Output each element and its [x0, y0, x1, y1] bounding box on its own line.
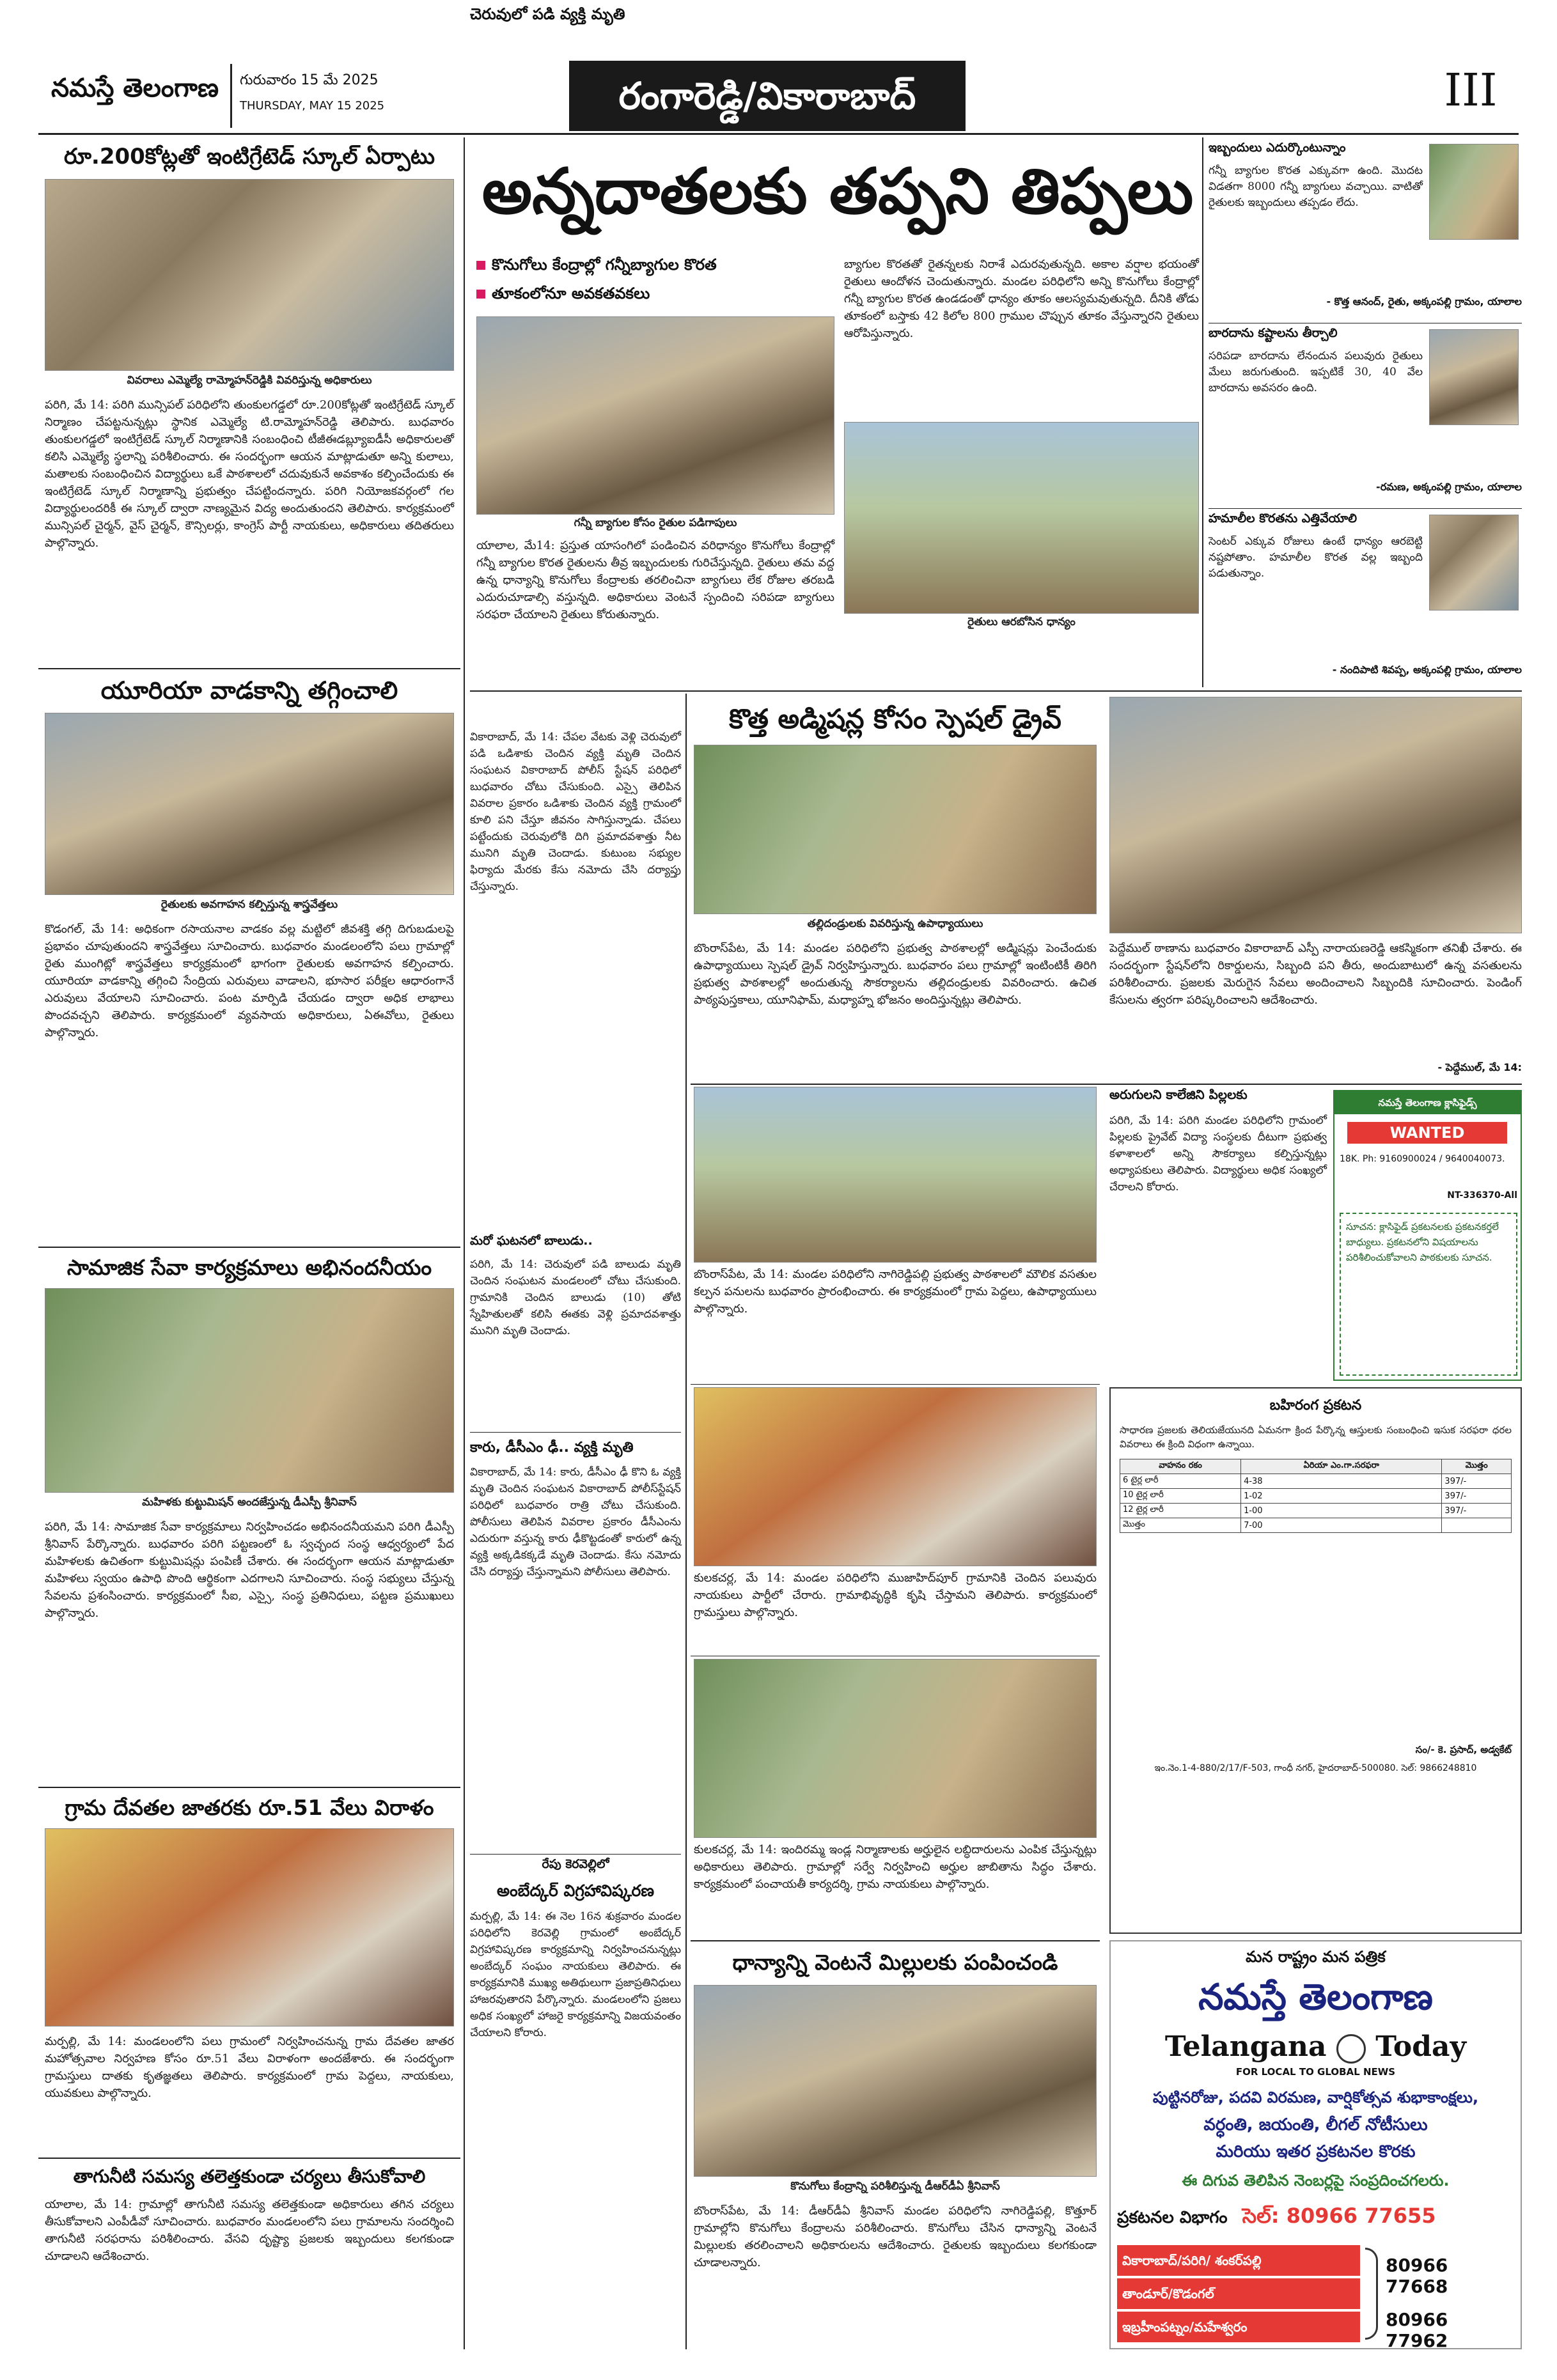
table-cell: 397/- — [1442, 1474, 1512, 1489]
photo-jatara — [45, 1828, 454, 2026]
caption-admissions: తల్లిదండ్రులకు వివరిస్తున్న ఉపాధ్యాయులు — [807, 917, 983, 930]
body-houses: కులకచర్ల, మే 14: ఇందిరమ్మ ఇండ్ల నిర్మాణాలకు అర్హులైన లబ్ధిదారులను ఎంపిక చేస్తున్నట్లు అధికారులు తెలిపారు. గ్రామాల్లో సర్వే నిర్వహించి అర్హుల జాబితాను సిద్ధం చేశారు. కార్యక్రమంలో పంచాయతీ కార్యదర్శి, గ్రామ నాయకులు పాల్గొన్నారు. — [694, 1843, 1097, 1891]
quote-photo-2 — [1429, 329, 1519, 425]
caption-grain: కొనుగోలు కేంద్రాన్ని పరిశీలిస్తున్న డీఆర్‌డీఏ శ్రీనివాస్ — [790, 2180, 1000, 2193]
ad-brand-english-1: Telangana — [1164, 2030, 1327, 2063]
notice-col-1: వాహనం రకం — [1120, 1459, 1241, 1474]
photo-school — [45, 179, 454, 371]
divider — [691, 1384, 1100, 1385]
photo-admissions — [694, 745, 1097, 914]
lead-bullet-2 — [476, 284, 834, 310]
quote-box-3 — [1209, 511, 1522, 687]
classified-header: నమస్తే తెలంగాణ క్లాసిఫైడ్స్ — [1334, 1091, 1521, 1114]
table-cell: 397/- — [1442, 1489, 1512, 1504]
logo-icon — [1336, 2034, 1366, 2064]
divider — [38, 1247, 460, 1248]
classified-code: NT-336370-All — [1447, 1190, 1517, 1201]
headline-urea: యూరియా వాడకాన్ని తగ్గించాలి — [100, 676, 398, 704]
body-accident-sub: పరిగి, మే 14: చెరువులో పడి బాలుడు మృతి చెందిన సంఘటన మండలంలో చోటు చేసుకుంది. గ్రామానికి చెందిన బాలుడు (10) తోటి స్నేహితులతో కలిసి ఈతకు వెళ్లి ప్రమాదవశాత్తు మునిగి మృతి చెందాడు. — [470, 1258, 681, 1337]
lead-bullet-1-text: కొనుగోలు కేంద్రాల్లో గన్నీబ్యాగుల కొరత — [492, 256, 717, 274]
ad-dept: ప్రకటనల విభాగం — [1117, 2208, 1228, 2227]
body-works: బొంరాస్‌పేట, మే 14: మండల పరిధిలోని నాగిరెడ్డిపల్లి ప్రభుత్వ పాఠశాలలో మౌలిక వసతుల కల్పన పనులను బుధవారం ప్రారంభించారు. ఈ కార్యక్రమంలో గ్రామ పెద్దలు, ఉపాధ్యాయులు పాల్గొన్నారు. — [694, 1268, 1097, 1316]
ad-region-1: వికారాబాద్/పరిగి/ శంకర్‌పల్లి — [1117, 2245, 1360, 2276]
headline-admissions: కొత్త అడ్మిషన్ల కోసం స్పెషల్ డ్రైవ్ — [729, 703, 1061, 735]
ad-brand-telugu: నమస్తే తెలంగాణ — [1198, 1977, 1433, 2018]
ad-occasions-3: మరియు ఇతర ప్రకటనల కొరకు — [1216, 2142, 1416, 2161]
quote-title-3: హమాలీల కొరతను ఎత్తివేయాలి — [1209, 511, 1357, 525]
body-car: వికారాబాద్, మే 14: కారు, డీసీఎం ఢీ కొని ఓ వ్యక్తి మృతి చెందిన సంఘటన వికారాబాద్ పోలీస్‌స్టేషన్ పరిధిలో బుధవారం రాత్రి చోటు చేసుకుంది. పోలీసులు తెలిపిన వివరాల ప్రకారం డీసీఎంను ఎదురుగా వస్తున్న కారు ఢీకొట్టడంతో కారులో ఉన్న వ్యక్తి అక్కడికక్కడే మృతి చెందాడు. కేసు నమోదు చేసి దర్యాప్తు చేస్తున్నామని పోలీసులు తెలిపారు. — [470, 1466, 681, 1578]
headline-water: తాగునీటి సమస్య తలెత్తకుండా చర్యలు తీసుకోవాలి — [73, 2166, 426, 2187]
column-rule — [1202, 137, 1203, 687]
masthead-rule — [38, 133, 1519, 135]
classified-text: 18K. Ph: 9160900024 / 9640040073. — [1340, 1154, 1505, 1164]
notice-col-2: ఏరియా ఎం.గా.సరఫరా — [1241, 1459, 1442, 1474]
ad-occasions: పుట్టినరోజు, పదవి విరమణ, వార్షికోత్సవ శుభాకాంక్షలు, — [1152, 2088, 1479, 2106]
table-cell: 1-02 — [1241, 1489, 1442, 1504]
ad-region-3: ఇబ్రహీంపట్నం/మహేశ్వరం — [1117, 2312, 1360, 2342]
quote-sig-1: - కొత్త ఆనంద్, రైతు, అక్కంపల్లి గ్రామం, యాలాల — [1326, 295, 1522, 307]
notice-table — [1120, 1459, 1512, 1533]
body-police: పెద్దేముల్ ఠాణాను బుధవారం వికారాబాద్ ఎస్పీ నారాయణరెడ్డి ఆకస్మికంగా తనిఖీ చేశారు. ఈ సందర్భంగా స్టేషన్‌లోని రికార్డులను, సిబ్బంది పని తీరు, అందుబాటులో ఉన్న వసతులను పరిశీలించారు. ప్రజలకు మెరుగైన సేవలు అందించాలని సిబ్బందికి సూచించారు. పెండింగ్ కేసులను త్వరగా పరిష్కరించాలని ఆదేశించారు. — [1109, 942, 1522, 1007]
quote-sig-2: -రమణ, అక్కంపల్లి గ్రామం, యాలాల — [1376, 481, 1522, 493]
table-cell: 12 టైర్ల లారీ — [1120, 1504, 1241, 1518]
column-rule — [464, 137, 465, 2349]
quote-title-2: బారదాను కష్టాలను తీర్చాలి — [1209, 326, 1338, 340]
column-rule — [685, 694, 687, 2349]
quote-photo-1 — [1429, 144, 1519, 240]
quote-text-2: సరిపడా బారదాను లేనందున పలువురు రైతులు మేలు జరుగుతుంది. ఇప్పటికే 30, 40 వేల బారదాను అవసరం ఉంది. — [1209, 350, 1423, 394]
table-row — [1120, 1504, 1512, 1518]
caption-school: వివరాలు ఎమ్మెల్యే రామ్మోహన్‌రెడ్డికి వివరిస్తున్న అధికారులు — [127, 374, 372, 387]
table-row — [1120, 1474, 1512, 1489]
lead-bottom-rule — [470, 690, 1522, 692]
quote-text-1: గన్నీ బ్యాగుల కొరత ఎక్కువగా ఉంది. మొదట విడతగా 8000 గన్నీ బ్యాగులు వచ్చాయి. వాటితో రైతులకు ఇబ్బందులు తప్పడం లేదు. — [1209, 164, 1423, 209]
caption-social: మహిళకు కుట్టుమిషన్ అందజేస్తున్న డీఎస్పీ శ్రీనివాస్ — [142, 1496, 357, 1509]
body-water: యాలాల, మే 14: గ్రామాల్లో తాగునీటి సమస్య తలెత్తకుండా అధికారులు తగిన చర్యలు తీసుకోవాలని ఎంపీడీవో సూచించారు. బుధవారం మండలంలోని పలు గ్రామాలను సందర్శించి తాగునీటి సరఫరాను పరిశీలించారు. వేసవి దృష్ట్యా ప్రజలకు ఇబ్బందులు కలగకుండా చూడాలని ఆదేశించారు. — [45, 2198, 454, 2263]
headline-jatara: గ్రామ దేవతల జాతరకు రూ.51 వేలు విరాళం — [65, 1795, 434, 1820]
ad-bracket — [1365, 2248, 1378, 2340]
headline-college: అరుగులని కాలేజిని పిల్లలకు — [1109, 1087, 1248, 1102]
table-cell: 4-38 — [1241, 1474, 1442, 1489]
table-cell: మొత్తం — [1120, 1518, 1241, 1533]
quote-box-1 — [1209, 141, 1522, 320]
date-telugu: గురువారం 15 మే 2025 — [240, 72, 379, 88]
paper-name: నమస్తే తెలంగాణ — [51, 74, 219, 103]
divider — [470, 1854, 681, 1855]
divider — [691, 1084, 1522, 1085]
body-grain: బొంరాస్‌పేట, మే 14: డీఆర్‌డీఏ శ్రీనివాస్ మండల పరిధిలోని నాగిరెడ్డిపల్లి, కొత్తూర్ గ్రామాల్లోని కొనుగోలు కేంద్రాలను పరిశీలించారు. కొనుగోలు చేసిన ధాన్యాన్ని వెంటనే మిల్లులకు తరలించాలని అధికారులను ఆదేశించారు. రైతులకు ఇబ్బందులు కలగకుండా చూడాలన్నారు. — [694, 2204, 1097, 2269]
ad-regions — [1117, 2245, 1514, 2351]
caption-urea: రైతులకు అవగాహన కల్పిస్తున్న శాస్త్రవేత్తలు — [160, 898, 338, 911]
headline-grain: ధాన్యాన్ని వెంటనే మిల్లులకు పంపించండి — [732, 1950, 1058, 1975]
table-row — [1120, 1489, 1512, 1504]
headline-lead: అన్నదాతలకు తప్పని తిప్పలు — [481, 155, 1194, 228]
photo-urea — [45, 713, 454, 895]
ad-call-line: ఈ దిగువ తెలిపిన నెంబర్లపై సంప్రదించగలరు. — [1182, 2172, 1450, 2189]
body-social: పరిగి, మే 14: సామాజిక సేవా కార్యక్రమాలు నిర్వహించడం అభినందనీయమని పరిగి డీఎస్పీ శ్రీనివాస్ పేర్కొన్నారు. బుధవారం పరిగి పట్టణంలో ఓ స్వచ్ఛంద సంస్థ ఆధ్వర్యంలో పేద మహిళలకు ఉచితంగా కుట్టుమిషన్లు పంపిణీ చేశారు. ఈ సందర్భంగా ఆయన మాట్లాడుతూ మహిళలు స్వయం ఉపాధి పొంది ఆర్థికంగా ఎదగాలని సూచించారు. సంస్థ సభ్యులు చేస్తున్న సేవలను ప్రశంసించారు. కార్యక్రమంలో సీఐ, ఎస్సై, సంస్థ ప్రతినిధులు, పట్టణ ప్రముఖులు పాల్గొన్నారు. — [45, 1520, 454, 1620]
body-ambedkar: మర్పల్లి, మే 14: ఈ నెల 16న శుక్రవారం మండల పరిధిలోని కెరవెల్లి గ్రామంలో అంబేద్కర్ విగ్రహావిష్కరణ కార్యక్రమాన్ని నిర్వహించనున్నట్లు అంబేద్కర్ సంఘం నాయకులు తెలిపారు. ఈ కార్యక్రమానికి ముఖ్య అతిథులుగా ప్రజాప్రతినిధులు హాజరవుతారని పేర్కొన్నారు. మండలంలోని ప్రజలు అధిక సంఖ్యలో హాజరై కార్యక్రమాన్ని విజయవంతం చేయాలని కోరారు. — [470, 1910, 681, 2039]
photo-houses — [694, 1659, 1097, 1838]
headline-social: సామాజిక సేవా కార్యక్రమాలు అభినందనీయం — [67, 1255, 432, 1280]
masthead — [38, 61, 1519, 131]
quote-box-2 — [1209, 326, 1522, 505]
ad-brand-english-2: Today — [1375, 2030, 1467, 2063]
ad-region-2: తాండూర్/కొడంగల్ — [1117, 2278, 1360, 2309]
photo-bt-road — [694, 1387, 1097, 1566]
body-urea: కొడంగల్, మే 14: అధికంగా రసాయనాల వాడకం వల్ల మట్టిలో జీవశక్తి తగ్గి దిగుబడులపై ప్రభావం చూపుతుందని శాస్త్రవేత్తలు సూచించారు. బుధవారం మండలంలోని పలు గ్రామాల్లో రైతు ముంగిట్లో శాస్త్రవేత్తలు కార్యక్రమంలో భాగంగా రైతులకు అవగాహన కల్పించారు. యూరియా వాడకాన్ని తగ్గించి సేంద్రియ ఎరువులు వాడాలని, భూసార పరీక్షల ఆధారంగానే ఎరువులు వేయాలని సూచించారు. పంట మార్పిడి చేయడం ద్వారా అధిక లాభాలు పొందవచ్చని తెలిపారు. కార్యక్రమంలో వ్యవసాయ అధికారులు, ఏఈవోలు, రైతులు పాల్గొన్నారు. — [45, 922, 454, 1039]
classified-box — [1333, 1090, 1522, 1381]
ad-region-number-1: 80966 77668 — [1386, 2255, 1448, 2297]
divider — [1209, 508, 1522, 509]
ambedkar-kicker: రేపు కెరవెల్లిలో — [542, 1857, 609, 1871]
accident-sub: మరో ఘటనలో బాలుడు.. — [470, 1234, 593, 1248]
table-row — [1120, 1518, 1512, 1533]
classified-notice: సూచన: క్లాసిఫైడ్ ప్రకటనలకు ప్రకటనకర్తలే బాధ్యులు. ప్రకటనలోని విషయాలను పరిశీలించుకోవాలని పాఠకులకు సూచన. — [1340, 1213, 1517, 1376]
classified-label: WANTED — [1347, 1122, 1507, 1144]
table-cell: 6 టైర్ల లారీ — [1120, 1474, 1241, 1489]
notice-address: ఇం.నెం.1-4-880/2/17/F-503, గాంధీ నగర్, హైదరాబాద్-500080. సెల్: 9866248810 — [1154, 1763, 1477, 1773]
ad-box — [1109, 1940, 1522, 2349]
body-jatara: మర్పల్లి, మే 14: మండలంలోని పలు గ్రామంలో నిర్వహించనున్న గ్రామ దేవతల జాతర మహోత్సవాల నిర్వహణ కోసం రూ.51 వేలు విరాళంగా అందజేశారు. ఈ సందర్భంగా గ్రామస్తులు దాతకు కృతజ్ఞతలు తెలిపారు. కార్యక్రమంలో గ్రామ పెద్దలు, నాయకులు, యువకులు పాల్గొన్నారు. — [45, 2035, 454, 2100]
ad-brand-english — [1111, 2028, 1521, 2066]
table-cell: 7-00 — [1241, 1518, 1442, 1533]
table-cell: 1-00 — [1241, 1504, 1442, 1518]
headline-school: రూ.200కోట్లతో ఇంటిగ్రేటెడ్ స్కూల్ ఏర్పాటు — [64, 144, 435, 169]
divider — [691, 1940, 1100, 1941]
photo-lead-2 — [844, 422, 1199, 614]
table-cell — [1442, 1518, 1512, 1533]
lead-bullet-2-text: తూకంలోనూ అవకతవకలు — [492, 284, 650, 302]
body-lead-2: యాలాల, మే14: ప్రస్తుత యాసంగిలో పండించిన వరిధాన్యం కొనుగోలు కేంద్రాల్లో గన్నీ బ్యాగుల కొరత రైతులను తీవ్ర ఇబ్బందులకు గురిచేస్తున్నది. రైతులు తమ వద్ద ఉన్న ధాన్యాన్ని కొనుగోలు కేంద్రాలకు తరలించినా బ్యాగులు లేక రోజుల తరబడి ఎదురుచూడాల్సి వస్తున్నది. అధికారులు వెంటనే స్పందించి సరిపడా బ్యాగులు సరఫరా చేయాలని రైతులు కోరుతున్నారు. — [476, 539, 834, 621]
body-lead-1: బ్యాగుల కొరతతో రైతన్నలకు నిరాశే ఎదురవుతున్నది. అకాల వర్షాల భయంతో రైతులు ఆందోళన చెందుతున్నారు. మండల పరిధిలోని అన్ని కొనుగోలు కేంద్రాల్లో గన్నీ బ్యాగుల కొరత ఉండడంతో ధాన్యం తూకం ఆలస్యమవుతున్నది. దీనికి తోడు తూకంలో బస్తాకు 42 కిలోల 800 గ్రాముల చొప్పున తూకం వేస్తున్నారని రైతులు ఆరోపిస్తున్నారు. — [844, 258, 1199, 340]
divider — [38, 2158, 460, 2159]
quote-photo-3 — [1429, 515, 1519, 611]
ad-tagline: మన రాష్ట్రం మన పత్రిక — [1246, 1948, 1386, 1966]
ad-region-number-3: 80966 77962 — [1386, 2309, 1448, 2351]
caption-lead-2: రైతులు ఆరబోసిన ధాన్యం — [967, 616, 1076, 628]
photo-social — [45, 1288, 454, 1493]
quote-title-1: ఇబ్బందులు ఎదుర్కొంటున్నాం — [1209, 141, 1346, 155]
photo-lead-1 — [476, 316, 834, 515]
police-signature: - పెద్దేముల్, మే 14: — [1437, 1061, 1522, 1073]
quote-text-3: సెంటర్ ఎక్కువ రోజులు ఉంటే ధాన్యం ఆరబెట్టి నష్టపోతాం. హమాలీల కొరత వల్ల ఇబ్బంది పడుతున్నాం. — [1209, 535, 1423, 580]
body-bt-road: కులకచర్ల, మే 14: మండల పరిధిలోని ముజాహిద్‌పూర్ గ్రామానికి చెందిన పలువురు నాయకులు పార్టీలో చేరారు. గ్రామాభివృద్ధికి కృషి చేస్తామని తెలిపారు. కార్యక్రమంలో గ్రామస్తులు పాల్గొన్నారు. — [694, 1571, 1097, 1619]
section-banner: రంగారెడ్డి/వికారాబాద్ — [569, 61, 966, 131]
notice-col-3: మొత్తం — [1442, 1459, 1512, 1474]
table-cell: 10 టైర్ల లారీ — [1120, 1489, 1241, 1504]
body-admissions: బొంరాస్‌పేట, మే 14: మండల పరిధిలోని ప్రభుత్వ పాఠశాలల్లో అడ్మిషన్లు పెంచేందుకు ఉపాధ్యాయులు స్పెషల్ డ్రైవ్ నిర్వహిస్తున్నారు. బుధవారం పలు గ్రామాల్లో ఇంటింటికీ తిరిగి ప్రభుత్వ పాఠశాలల్లో అందుతున్న సౌకర్యాలను తల్లిదండ్రులకు వివరించారు. ఉచిత పాఠ్యపుస్తకాలు, యూనిఫామ్, మధ్యాహ్న భోజనం అందిస్తున్నట్లు తెలిపారు. — [694, 942, 1097, 1007]
ad-contact-row — [1117, 2204, 1514, 2238]
notice-signature: సం/- కె. ప్రసాద్, అడ్వకేట్ — [1415, 1744, 1512, 1755]
body-college: పరిగి, మే 14: పరిగి మండల పరిధిలోని గ్రామంలో పిల్లలకు ప్రైవేట్ విద్యా సంస్థలకు దీటుగా ప్రభుత్వ కళాశాలలో అన్ని సౌకర్యాలు కల్పిస్తున్నట్లు అధ్యాపకులు తెలిపారు. విద్యార్థులు అధిక సంఖ్యలో చేరాలని కోరారు. — [1109, 1114, 1327, 1194]
masthead-divider — [230, 64, 232, 128]
divider — [470, 1432, 681, 1433]
ad-main-number: 80966 77655 — [1286, 2204, 1436, 2228]
photo-grain — [694, 1985, 1097, 2177]
ad-cell-label: సెల్: — [1242, 2204, 1279, 2228]
divider — [38, 1787, 460, 1788]
caption-lead-1: గన్నీ బ్యాగుల కోసం రైతుల పడిగాపులు — [574, 517, 737, 529]
public-notice — [1109, 1387, 1522, 1934]
table-cell: 397/- — [1442, 1504, 1512, 1518]
ad-occasions-2: వర్ధంతి, జయంతి, లీగల్ నోటీసులు — [1203, 2115, 1428, 2135]
date-english: THURSDAY, MAY 15 2025 — [240, 99, 385, 113]
notice-body: సాధారణ ప్రజలకు తెలియజేయునది ఏమనగా క్రింద పేర్కొన్న ఆస్తులకు సంబంధించి ఇసుక సరఫరా ధరల వివరాలు ఈ క్రింది విధంగా ఉన్నాయి. — [1120, 1424, 1512, 1450]
photo-works — [694, 1087, 1097, 1263]
photo-police — [1109, 697, 1522, 933]
headline-accident: చెరువులో పడి వ్యక్తి మృతి — [470, 5, 625, 23]
quote-sig-3: - నందిపాటి శివప్ప, అక్కంపల్లి గ్రామం, యాలాల — [1332, 664, 1522, 676]
lead-bullet-1 — [476, 256, 834, 281]
body-school: పరిగి, మే 14: పరిగి మున్సిపల్ పరిధిలోని తుంకులగడ్డలో రూ.200కోట్లతో ఇంటిగ్రేటెడ్ స్కూల్ నిర్మాణం చేపట్టనున్నట్లు స్థానిక ఎమ్మెల్యే టి.రామ్మోహన్‌రెడ్డి తెలిపారు. బుధవారం తుంకులగడ్డలో ఇంటిగ్రేటెడ్ స్కూల్ నిర్మాణానికి సంబంధించి టీజీఈడబ్ల్యూఐడీసీ అధికారులతో కలిసి ఎమ్మెల్యే స్థలాన్ని పరిశీలించారు. ఈ సందర్భంగా ఆయన మాట్లాడుతూ అన్ని కులాలు, మతాలకు సంబంధించిన విద్యార్థులు ఒకే పాఠశాలలో చదువుకునే అవకాశం కల్పించేందుకు ఈ ఇంటిగ్రేటెడ్ స్కూల్ నిర్మాణాన్ని ప్రభుత్వం చేపట్టిందన్నారు. పరిగి నియోజకవర్గంలో గల విద్యార్థులందరికీ ఈ స్కూల్ ద్వారా నాణ్యమైన విద్య అందుతుందని తెలిపారు. కార్యక్రమంలో మున్సిపల్ చైర్మన్, వైస్ చైర్మన్, కౌన్సిలర్లు, కాంగ్రెస్ పార్టీ నాయకులు, అధికారులు తదితరులు పాల్గొన్నారు. — [45, 398, 454, 550]
page-number: III — [1444, 64, 1498, 116]
ad-english-tagline: FOR LOCAL TO GLOBAL NEWS — [1235, 2066, 1396, 2078]
body-accident: వికారాబాద్, మే 14: చేపల వేటకు వెళ్లి చెరువులో పడి ఒడిశాకు చెందిన వ్యక్తి మృతి చెందిన సంఘటన వికారాబాద్ పోలీస్ స్టేషన్ పరిధిలో బుధవారం చోటు చేసుకుంది. ఎస్సై తెలిపిన వివరాల ప్రకారం ఒడిశాకు చెందిన వ్యక్తి గ్రామంలో కూలి పని చేస్తూ జీవనం సాగిస్తున్నాడు. చేపలు పట్టేందుకు చెరువులోకి దిగి ప్రమాదవశాత్తు నీట మునిగి మృతి చెందాడు. కుటుంబ సభ్యుల ఫిర్యాదు మేరకు కేసు నమోదు చేసి దర్యాప్తు చేస్తున్నారు. — [470, 731, 681, 893]
headline-car: కారు, డీసీఎం ఢీ.. వ్యక్తి మృతి — [470, 1440, 634, 1456]
headline-ambedkar: అంబేద్కర్ విగ్రహావిష్కరణ — [497, 1881, 654, 1900]
divider — [38, 668, 460, 669]
notice-title: బహిరంగ ప్రకటన — [1269, 1397, 1362, 1413]
